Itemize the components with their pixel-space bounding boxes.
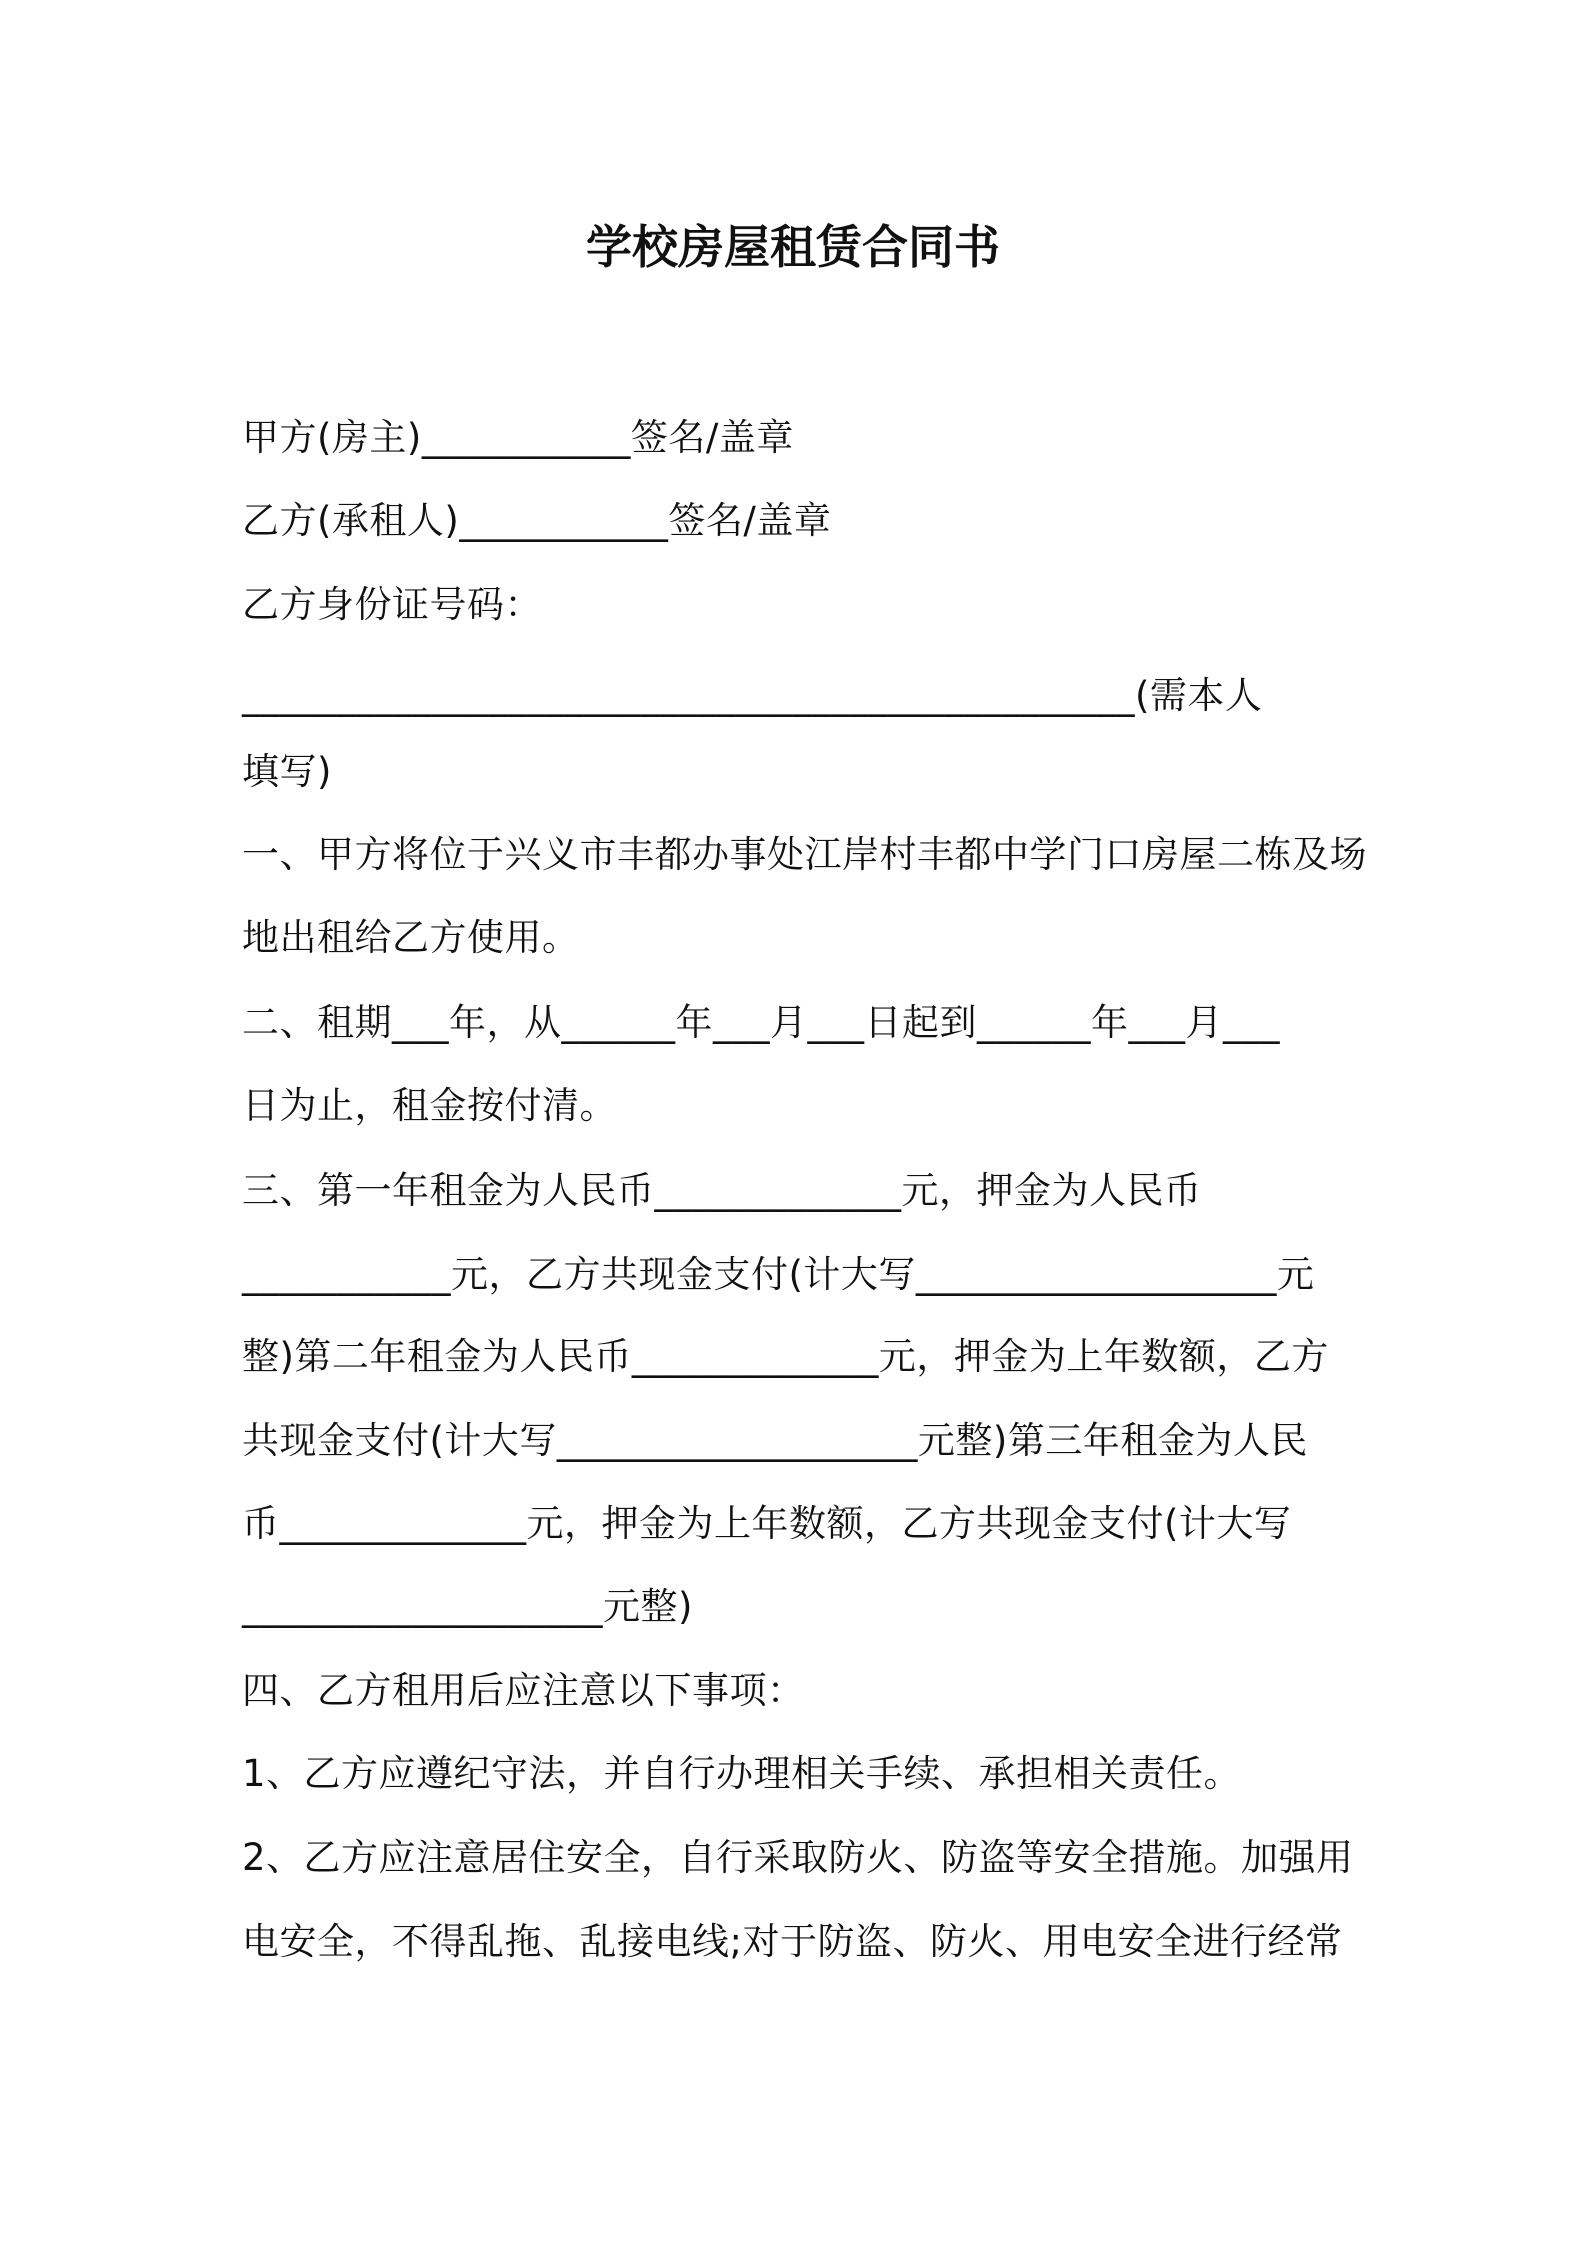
clause-3-line-5: 币_____________元，押金为上年数额，乙方共现金支付(计大写	[242, 1502, 1292, 1545]
clause-3-line-4: 共现金支付(计大写___________________元整)第三年租金为人民	[242, 1419, 1308, 1462]
party-b-line: 乙方(承租人)___________签名/盖章	[242, 499, 832, 542]
clause-2-line-1: 二、租期___年，从______年___月___日起到______年___月___	[242, 1001, 1280, 1044]
party-a-line: 甲方(房主)___________签名/盖章	[242, 416, 794, 459]
document-title: 学校房屋租赁合同书	[586, 220, 1000, 274]
clause-4-item-2-line-1: 2、乙方应注意居住安全，自行采取防火、防盗等安全措施。加强用	[242, 1836, 1354, 1879]
clause-1-line-1: 一、甲方将位于兴义市丰都办事处江岸村丰都中学门口房屋二栋及场	[242, 833, 1367, 876]
party-b-id-blank: _______________________________________________(需本人	[242, 674, 1263, 717]
clause-1-line-2: 地出租给乙方使用。	[242, 916, 580, 959]
party-b-id-label: 乙方身份证号码：	[242, 583, 542, 626]
clause-4-heading: 四、乙方租用后应注意以下事项：	[242, 1669, 805, 1712]
clause-4-item-1: 1、乙方应遵纪守法，并自行办理相关手续、承担相关责任。	[242, 1752, 1242, 1795]
clause-4-item-2-line-2: 电安全，不得乱拖、乱接电线;对于防盗、防火、用电安全进行经常	[242, 1920, 1343, 1963]
clause-3-line-1: 三、第一年租金为人民币_____________元，押金为人民币	[242, 1169, 1202, 1212]
clause-3-line-6: ___________________元整)	[242, 1585, 693, 1628]
clause-3-line-2: ___________元，乙方共现金支付(计大写___________________元	[242, 1253, 1315, 1296]
party-b-id-note: 填写)	[242, 750, 332, 793]
clause-2-line-2: 日为止，租金按付清。	[242, 1084, 617, 1127]
clause-3-line-3: 整)第二年租金为人民币_____________元，押金为上年数额，乙方	[242, 1335, 1329, 1378]
